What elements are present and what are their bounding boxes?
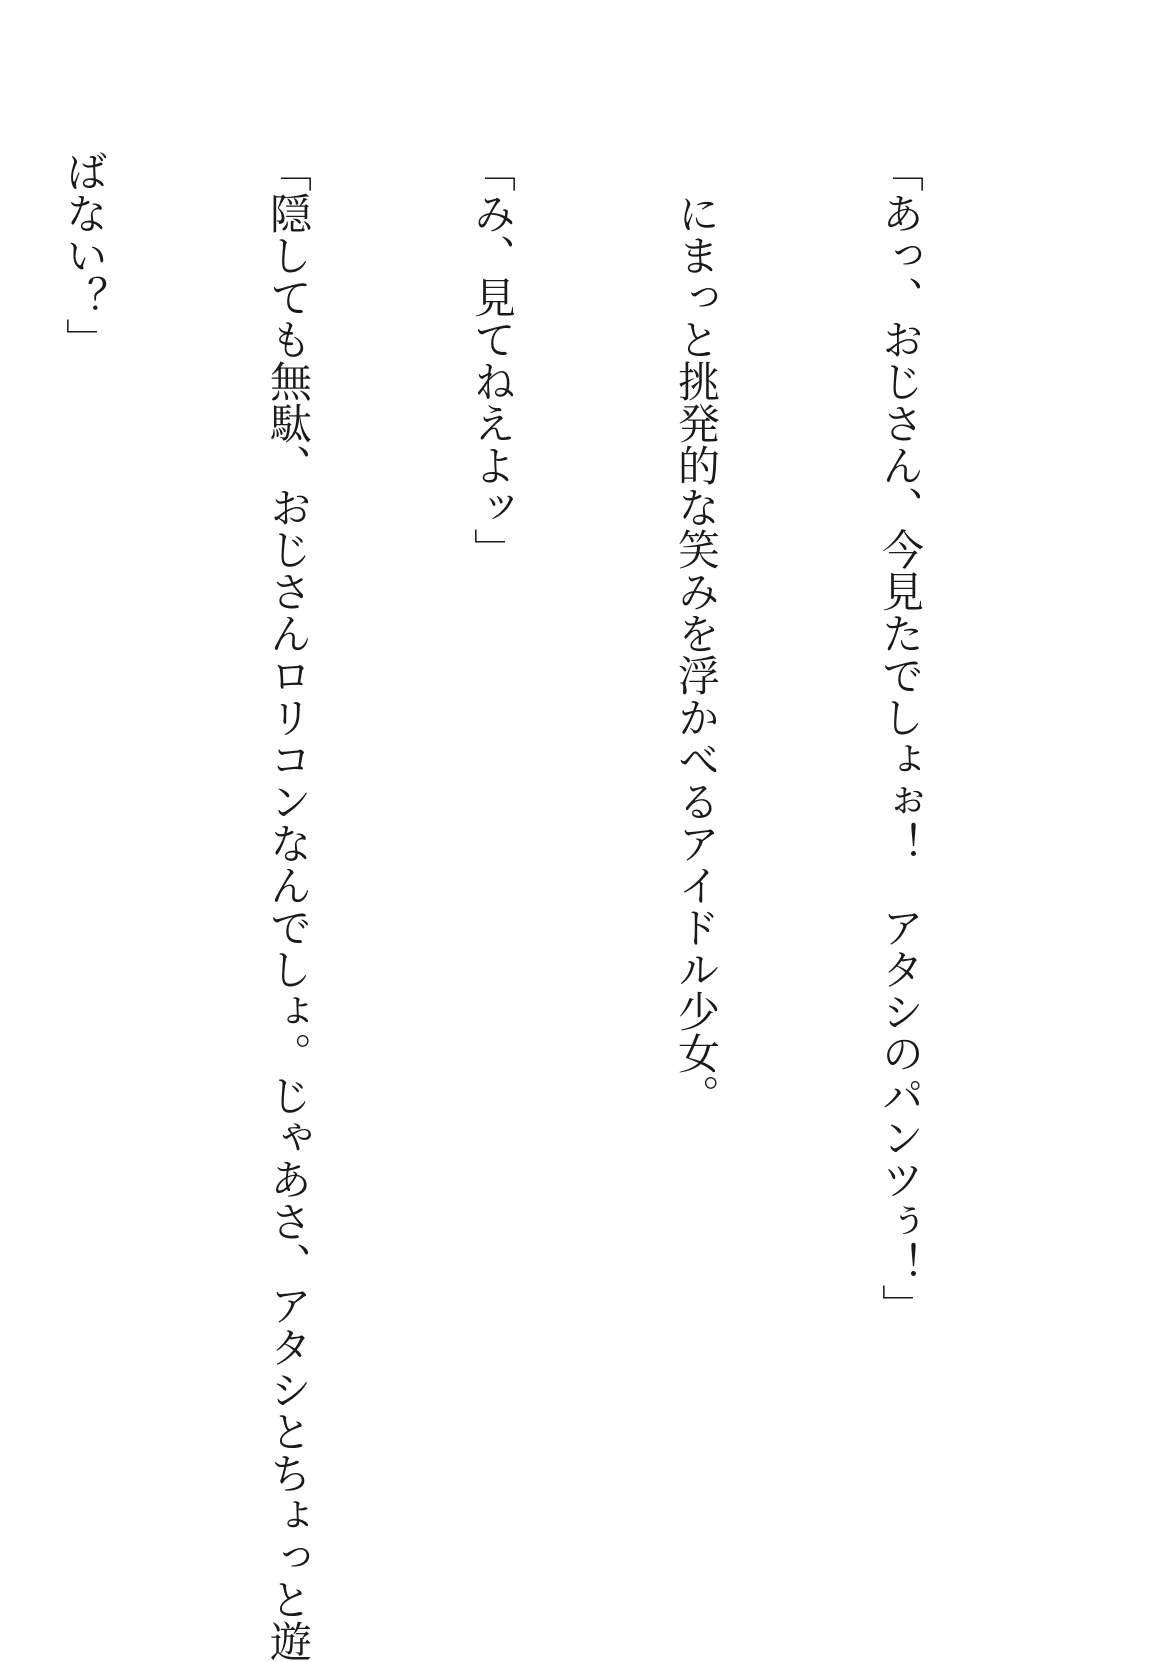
text-line: にまっと挑発的な笑みを浮かべるアイドル少女。 xyxy=(672,150,721,1116)
text-line: 「隠しても無駄、おじさんロリコンなんでしょ。じゃあさ、アタシとちょっと遊 xyxy=(264,150,313,1662)
text-line: ばない？」 xyxy=(60,150,109,360)
text-line: 「み、見てねえよッ」 xyxy=(468,150,517,570)
text-line: 「あっ、おじさん、今見たでしょぉ！ アタシのパンツぅ！」 xyxy=(876,150,925,1326)
vertical-text-body xyxy=(60,150,1070,1662)
